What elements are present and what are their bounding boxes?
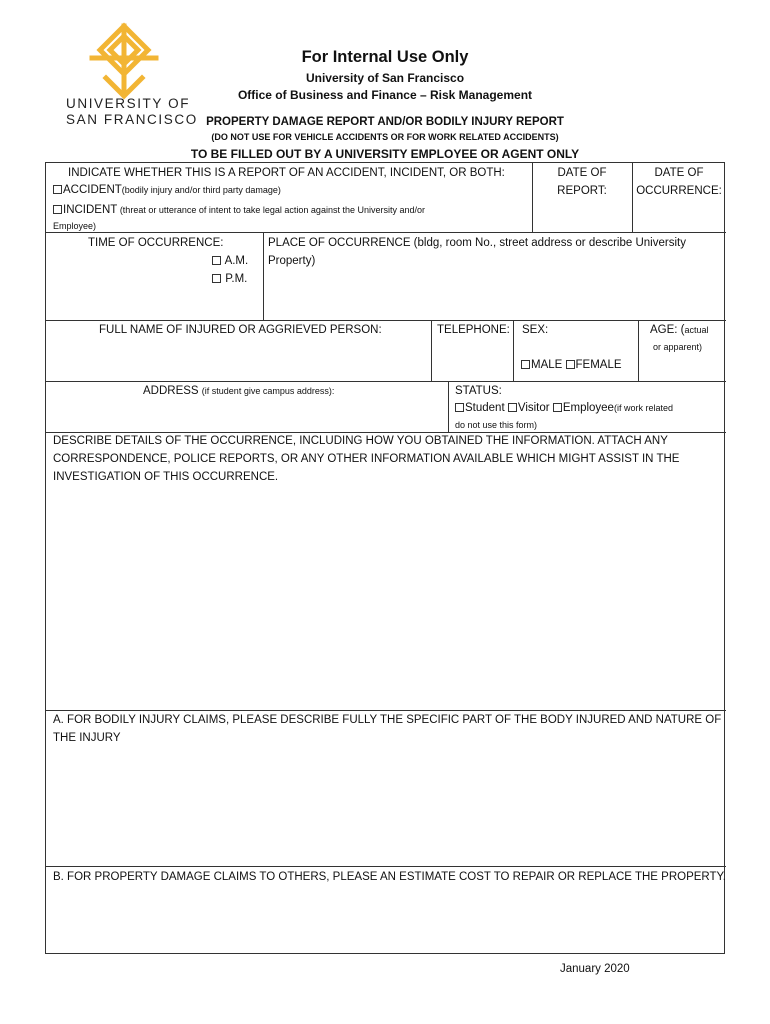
employee-checkbox[interactable]: [553, 403, 562, 412]
page-title: For Internal Use Only: [301, 48, 469, 66]
describe-line-1: DESCRIBE DETAILS OF THE OCCURRENCE, INCLUDING HOW YOU OBTAINED THE INFORMATION. ATTACH ANY: [53, 435, 668, 447]
pm-option[interactable]: [212, 272, 247, 287]
status-label: STATUS:: [455, 385, 502, 397]
telephone-label: TELEPHONE:: [437, 324, 510, 336]
property-label: B. FOR PROPERTY DAMAGE CLAIMS TO OTHERS, PLEASE AN ESTIMATE COST TO REPAIR OR REPLACE THE PROPERTY.: [53, 871, 726, 883]
student-checkbox[interactable]: [455, 403, 464, 412]
accident-checkbox[interactable]: [53, 185, 62, 194]
place-label-1: PLACE OF OCCURRENCE (bldg, room No., street address or describe University: [268, 237, 686, 249]
accident-note: (bodily injury and/or third party damage): [121, 185, 281, 195]
bodily-line-1: A. FOR BODILY INJURY CLAIMS, PLEASE DESCRIBE FULLY THE SPECIFIC PART OF THE BODY INJURED AND NATURE OF: [53, 714, 722, 726]
date-of-report-field[interactable]: [532, 166, 632, 199]
status-options: [455, 401, 673, 416]
employee-note-2: do not use this form): [455, 420, 538, 430]
age-note-2: or apparent): [653, 342, 703, 352]
accident-label: ACCIDENT: [63, 184, 122, 196]
employee-note-1: (if work related: [613, 403, 673, 413]
time-label: TIME OF OCCURRENCE:: [88, 237, 224, 249]
describe-line-2: CORRESPONDENCE, POLICE REPORTS, OR ANY OTHER INFORMATION AVAILABLE WHICH MIGHT ASSIST IN THE: [53, 453, 680, 465]
male-checkbox[interactable]: [521, 360, 530, 369]
logo-line-1: UNIVERSITY OF: [66, 96, 191, 111]
date-occurrence-label-1: DATE OF: [654, 167, 704, 179]
incident-label: INCIDENT: [63, 204, 118, 216]
female-checkbox[interactable]: [566, 360, 575, 369]
incident-checkbox[interactable]: [53, 205, 62, 214]
date-report-label-1: DATE OF: [557, 167, 607, 179]
office-name: Office of Business and Finance – Risk Management: [237, 88, 533, 102]
sex-label: SEX:: [522, 324, 549, 336]
male-label: MALE: [531, 359, 563, 371]
age-label: [650, 323, 709, 338]
pm-label: P.M.: [225, 273, 248, 285]
accident-option[interactable]: [53, 183, 281, 198]
report-title: PROPERTY DAMAGE REPORT AND/OR BODILY INJURY REPORT: [206, 116, 564, 128]
indicate-label: INDICATE WHETHER THIS IS A REPORT OF AN ACCIDENT, INCIDENT, OR BOTH:: [68, 167, 505, 179]
report-form: [45, 162, 725, 954]
am-option[interactable]: [212, 254, 248, 269]
visitor-checkbox[interactable]: [508, 403, 517, 412]
fill-note: TO BE FILLED OUT BY A UNIVERSITY EMPLOYEE OR AGENT ONLY: [190, 147, 580, 161]
age-label-text: AGE: (: [650, 324, 685, 336]
female-label: FEMALE: [575, 359, 622, 371]
date-of-occurrence-field[interactable]: [632, 166, 726, 199]
age-note-1: actual: [684, 325, 709, 335]
date-report-label-2: REPORT:: [557, 185, 607, 197]
logo-line-2: SAN FRANCISCO: [66, 112, 198, 127]
incident-option[interactable]: [53, 203, 425, 218]
incident-note-2: Employee): [53, 221, 97, 231]
address-label: [143, 384, 334, 399]
full-name-label: FULL NAME OF INJURED OR AGGRIEVED PERSON:: [99, 324, 382, 336]
sex-options: [521, 358, 622, 373]
address-label-text: ADDRESS: [143, 385, 202, 397]
visitor-label: Visitor: [517, 402, 550, 414]
footer-date: January 2020: [560, 963, 630, 975]
bodily-line-2: THE INJURY: [53, 732, 121, 744]
place-label-2: Property): [268, 255, 316, 267]
date-occurrence-label-2: OCCURRENCE:: [636, 185, 722, 197]
describe-line-3: INVESTIGATION OF THIS OCCURRENCE.: [53, 471, 279, 483]
report-note: (DO NOT USE FOR VEHICLE ACCIDENTS OR FOR WORK RELATED ACCIDENTS): [211, 132, 559, 142]
employee-label: Employee: [562, 402, 614, 414]
pm-checkbox[interactable]: [212, 274, 221, 283]
address-note: (if student give campus address):: [201, 386, 335, 396]
am-label: A.M.: [224, 255, 249, 267]
am-checkbox[interactable]: [212, 256, 221, 265]
incident-note: (threat or utterance of intent to take legal action against the University and/or: [117, 205, 425, 215]
university-name: University of San Francisco: [305, 71, 465, 85]
student-label: Student: [465, 402, 505, 414]
